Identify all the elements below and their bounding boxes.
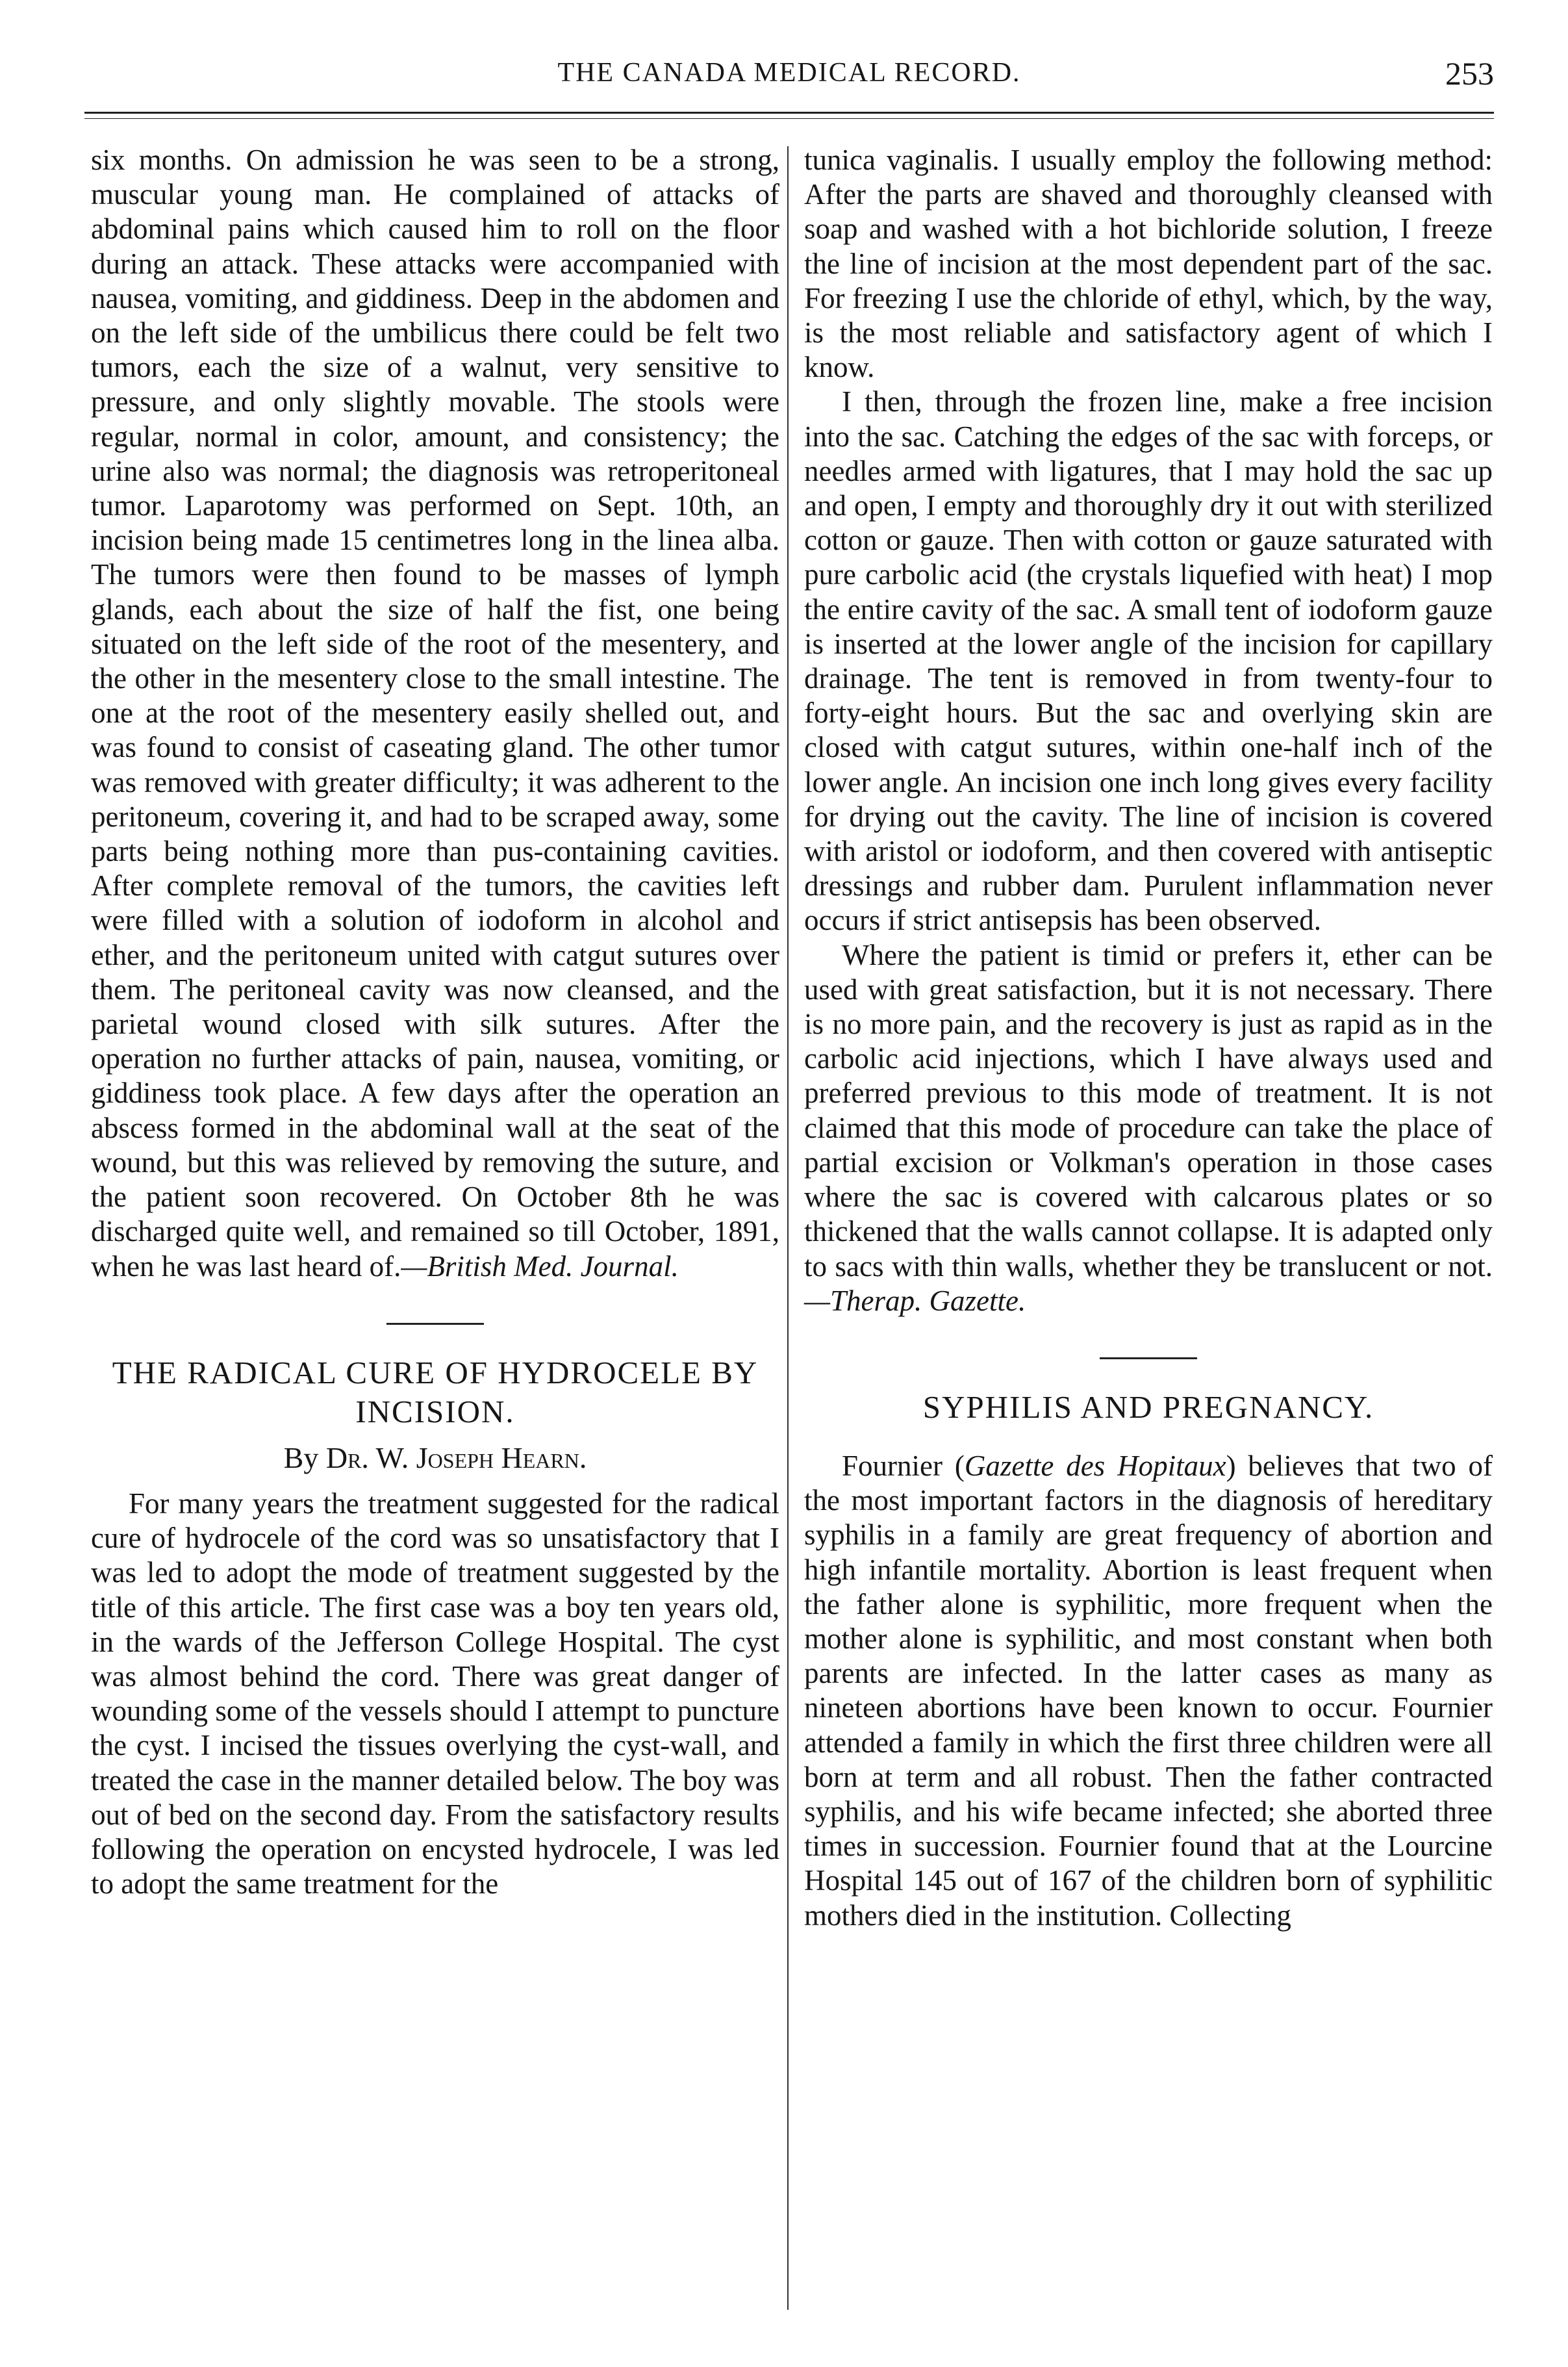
paragraph — [804, 1449, 1493, 1933]
paragraph: tunica vaginalis. I usually employ the following method: After the parts are shaved and thoroughly cleansed with soap and washed with a hot bichloride solution, I freeze the line of incision at the most dependent part of the sac. For freezing I use the chloride of ethyl, which, by the way, is the most reliable and satisfactory agent of which I know. — [804, 144, 1493, 384]
paragraph-text: six months. On admission he was seen to be a strong, muscular young man. He complained of attacks of abdominal pains which caused him to roll on the floor during an attack. These attacks were accompanied with nausea, vomiting, and giddiness. Deep in the abdomen and on the left side of the umbilicus there could be felt two tumors, each the size of a walnut, very sensitive to pressure, and only slightly movable. The stools were regular, normal in color, amount, and consistency; the urine also was normal; the diagnosis was retroperitoneal tumor. Laparotomy was performed on Sept. 10th, an incision being made 15 centimetres long in the linea alba. The tumors were then found to be masses of lymph glands, each about the size of half the fist, one being situated on the left side of the root of the mesentery, and the other in the mesentery close to the small intestine. The one at the root of the mesentery easily shelled out, and was found to consist of caseating gland. The other tumor was removed with greater difficulty; it was adherent to the peritoneum, covering it, and had to be scraped away, some parts being nothing more than pus-containing cavities. After complete removal of the tumors, the cavities left were filled with a solution of iodoform in alcohol and ether, and the peritoneum united with catgut sutures over them. The peritoneal cavity was now cleansed, and the parietal wound closed with silk sutures. After the operation no further attacks of pain, nausea, vomiting, or giddiness took place. A few days after the operation an abscess formed in the abdominal wall at the seat of the wound, but this was relieved by removing the suture, and the patient soon recovered. On October 8th he was discharged quite well, and remained so till October, 1891, when he was last heard of. — [91, 144, 779, 1283]
paragraph-text: ) believes that two of the most important factors in the diagnosis of hereditary syphilis in a family are great frequency of abortion and high infantile mortality. Abortion is least frequent when the father alone is syphilitic, more frequent when the mother alone is syphilitic, and most constant when both parents are infected. In the latter cases as many as nineteen abortions have been known to occur. Fournier attended a family in which the first three children were all born at term and all robust. Then the father contracted syphilis, and his wife became infected; she aborted three times in succession. Fournier found that at the Lourcine Hospital 145 out of 167 of the children born of syphilitic mothers died in the institution. Collecting — [804, 1449, 1493, 1932]
page-header — [84, 45, 1494, 104]
header-rule-thin — [84, 118, 1494, 119]
left-column — [91, 143, 779, 1901]
page-number: 253 — [1445, 55, 1494, 92]
section-divider — [1100, 1357, 1197, 1359]
paragraph: I then, through the frozen line, make a free incision into the sac. Catching the edges of the sac with forceps, or needles armed with ligatures, that I may hold the sac up and open, I empty and thoroughly dry it out with sterilized cotton or gauze. Then with cotton or gauze saturated with pure carbolic acid (the crystals liquefied with heat) I mop the entire cavity of the sac. A small tent of iodoform gauze is inserted at the lower angle of the incision for capillary drainage. The tent is removed in from twenty-four to forty-eight hours. But the sac and overlying skin are closed with catgut sutures, within one-half inch of the lower angle. An incision one inch long gives every facility for drying out the cavity. The line of incision is covered with aristol or iodoform, and then covered with antiseptic dressings and rubber dam. Purulent inflammation never occurs if strict antisepsis has been observed. — [804, 385, 1493, 937]
header-rule — [84, 112, 1494, 114]
paragraph: For many years the treatment suggested for the radical cure of hydrocele of the cord was so unsatisfactory that I was led to adopt the mode of treatment suggested by the title of this article. The first case was a boy ten years old, in the wards of the Jefferson College Hospital. The cyst was almost behind the cord. There was great danger of wounding some of the vessels should I attempt to puncture the cyst. I incised the tissues overlying the cyst-wall, and treated the case in the manner detailed below. The boy was out of bed on the second day. From the satisfactory results following the operation on encysted hydrocele, I was led to adopt the same treatment for the — [91, 1487, 779, 1900]
right-column — [804, 143, 1493, 1933]
paragraph — [804, 938, 1493, 1318]
byline-prefix: By — [283, 1440, 326, 1474]
paragraph — [91, 143, 779, 1284]
citation: —British Med. Journal. — [401, 1249, 679, 1283]
running-title: THE CANADA MEDICAL RECORD. — [557, 58, 1021, 88]
column-divider — [787, 146, 789, 2310]
paragraph-text: Where the patient is timid or prefers it, ether can be used with great satisfaction, but it is not necessary. There is no more pain, and the recovery is just as rapid as in the carbolic acid injections, which I have always used and preferred previous to this mode of treatment. It is not claimed that this mode of procedure can take the place of partial excision or Volkman's operation in those cases where the sac is covered with calcarous plates or so thickened that the walls cannot collapse. It is adapted only to sacs with thin walls, whether they be translucent or not. — [804, 938, 1493, 1283]
article-title: THE RADICAL CURE OF HYDROCELE BY INCISION. — [112, 1354, 759, 1429]
source-title: Gazette des Hopitaux — [964, 1449, 1226, 1482]
citation: —Therap. Gazette. — [804, 1284, 1026, 1317]
byline-author: Dr. W. Joseph Hearn. — [325, 1440, 587, 1474]
byline — [91, 1440, 779, 1475]
article-title: SYPHILIS AND PREGNANCY. — [922, 1388, 1374, 1425]
paragraph-text: Fournier ( — [842, 1449, 965, 1482]
section-divider — [386, 1323, 484, 1325]
